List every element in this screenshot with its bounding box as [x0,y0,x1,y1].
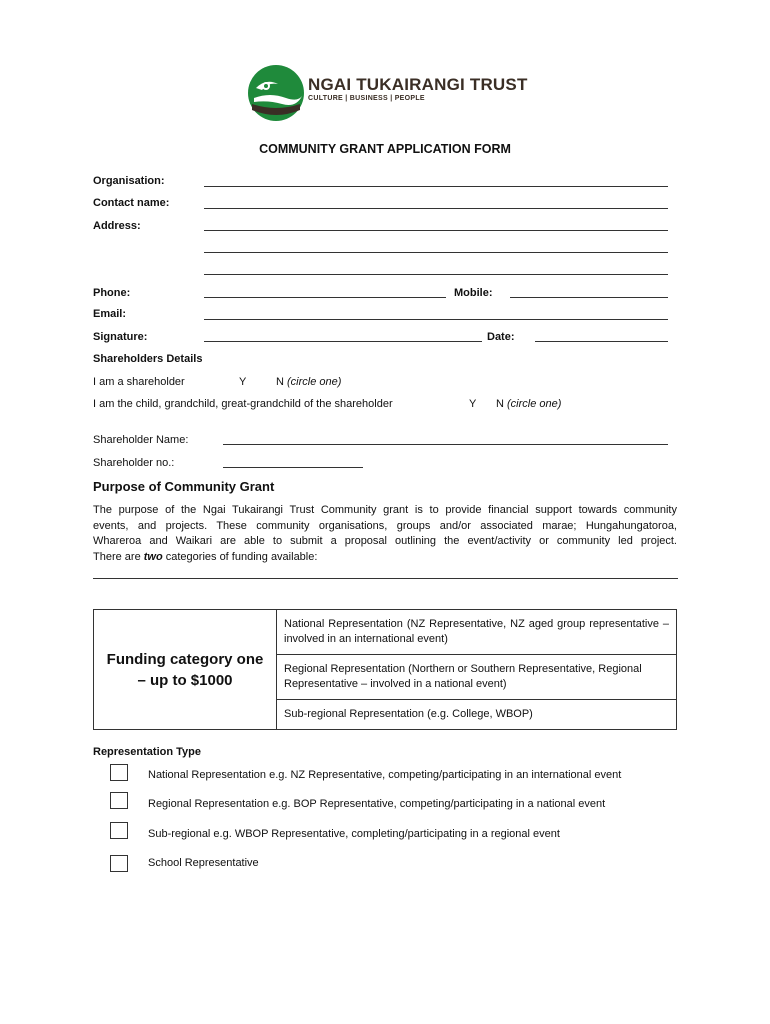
funding-row-regional: Regional Representation (Northern or Southern Representative, Regional Representative – involved in a national event) [277,655,677,700]
checkbox-subregional[interactable] [110,822,128,839]
option-regional-label: Regional Representation e.g. BOP Representative, competing/participating in a national event [148,798,606,810]
checkbox-national[interactable] [110,764,128,781]
funding-category-cell [94,610,277,730]
funding-category-title-line-2: – up to $1000 [137,671,233,689]
phone-label: Phone: [93,287,131,299]
funding-row-subregional: Sub-regional Representation (e.g. College, WBOP) [277,700,677,730]
shareholder-name-label: Shareholder Name: [93,434,189,446]
funding-category-table [93,609,677,730]
representation-heading: Representation Type [93,746,201,758]
purpose-line-1: The purpose of the Ngai Tukairangi Trust Community grant is to provide financial support towards community [93,504,677,516]
logo-title: NGAI TUKAIRANGI TRUST [308,75,528,94]
option-national-label: National Representation e.g. NZ Representative, competing/participating in an international event [148,769,622,781]
address-label: Address: [93,220,141,232]
mobile-field[interactable] [510,297,668,298]
date-field[interactable] [535,341,668,342]
purpose-line-4-end: categories of funding available: [162,550,318,563]
no-label: N [496,398,504,410]
signature-field[interactable] [204,341,482,342]
shareholder-name-field[interactable] [223,444,668,445]
organisation-label: Organisation: [93,175,165,187]
email-field[interactable] [204,319,668,320]
descendant-question: I am the child, grandchild, great-grandchild of the shareholder [93,398,393,410]
circle-one-note: (circle one) [507,398,562,410]
checkbox-regional[interactable] [110,792,128,809]
logo-tagline: CULTURE | BUSINESS | PEOPLE [308,95,425,102]
shareholder-number-field[interactable] [223,467,363,468]
purpose-heading: Purpose of Community Grant [93,479,275,494]
purpose-line-3: Whareroa and Waikari are able to submit a proposal outlining the event/activity or community led project. [93,535,677,547]
organisation-field[interactable] [204,186,668,187]
descendant-no-option[interactable] [496,398,561,410]
logo [246,64,536,122]
signature-label: Signature: [93,331,148,343]
address-field-line-2[interactable] [204,252,668,253]
descendant-yes-option[interactable]: Y [469,398,477,410]
phone-field[interactable] [204,297,446,298]
purpose-line-2: events, and projects. These community organisations, groups and/or associated marae; Hungahungatoroa, [93,519,677,532]
option-school-label: School Representative [148,857,259,869]
form-title: COMMUNITY GRANT APPLICATION FORM [259,142,511,156]
shareholder-yes-option[interactable]: Y [239,376,247,388]
address-field-line-3[interactable] [204,274,668,275]
purpose-line-4-start: There are [93,550,144,563]
contact-name-label: Contact name: [93,197,170,209]
shareholder-no-option[interactable] [276,376,341,388]
checkbox-school[interactable] [110,855,128,872]
shareholder-question: I am a shareholder [93,376,185,388]
email-label: Email: [93,308,127,320]
date-label: Date: [487,331,515,343]
funding-category-title-line-1: Funding category one [106,650,264,668]
funding-row-national: National Representation (NZ Representative, NZ aged group representative – involved in an international event) [277,610,677,655]
purpose-paragraph [93,503,677,565]
option-subregional-label: Sub-regional e.g. WBOP Representative, completing/participating in a regional event [148,828,560,840]
contact-name-field[interactable] [204,208,668,209]
shareholders-heading: Shareholders Details [93,353,203,365]
purpose-line-4 [93,550,677,566]
section-divider [93,578,678,579]
mobile-label: Mobile: [454,287,493,299]
address-field-line-1[interactable] [204,230,668,231]
circle-one-note: (circle one) [287,376,342,388]
shareholder-number-label: Shareholder no.: [93,457,175,469]
no-label: N [276,376,284,388]
purpose-emphasis: two [143,550,163,563]
logo-emblem-icon [246,64,306,122]
